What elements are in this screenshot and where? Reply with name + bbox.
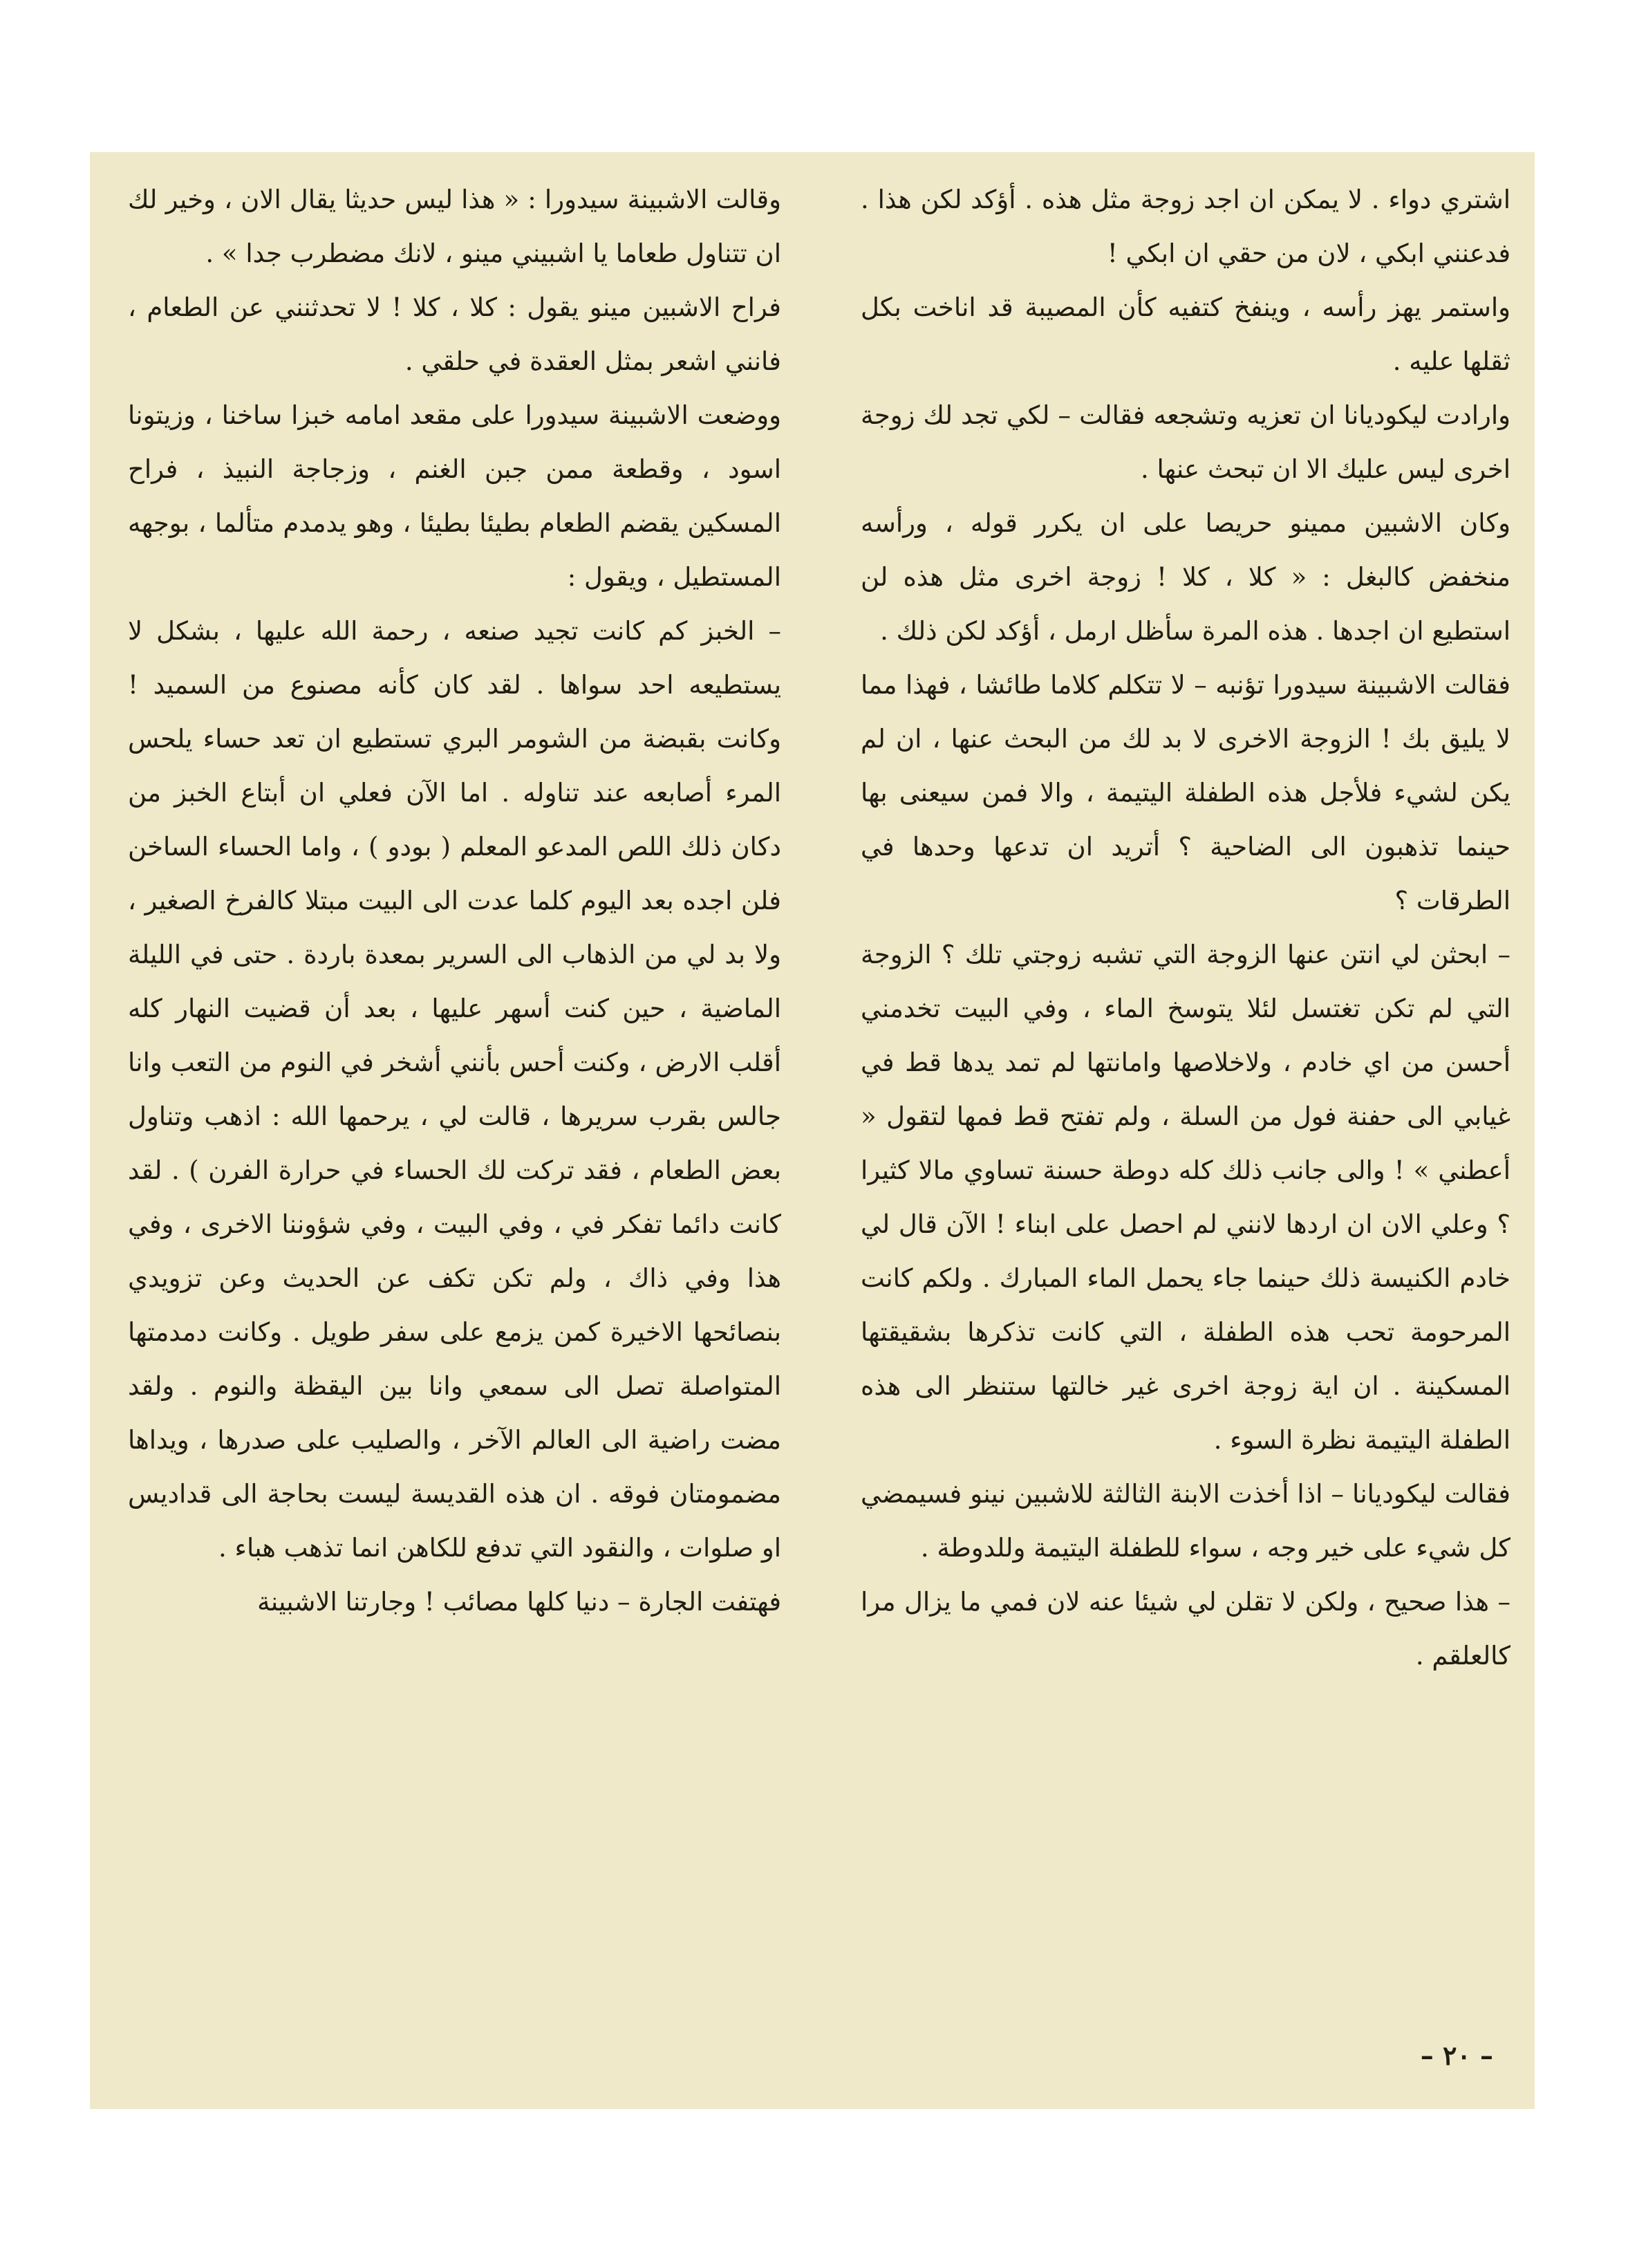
paragraph: – هذا صحيح ، ولكن لا تقلن لي شيئا عنه لان فمي ما يزال مرا كالعلقم . bbox=[861, 1587, 1510, 1671]
right-text-column bbox=[861, 173, 1510, 1683]
paragraph: وارادت ليكوديانا ان تعزيه وتشجعه فقالت – لكي تجد لك زوجة اخرى ليس عليك الا ان تبحث عنها . bbox=[861, 400, 1510, 484]
scanned-page bbox=[90, 152, 1535, 2109]
paragraph: فهتفت الجارة – دنيا كلها مصائب ! وجارتنا الاشبينة bbox=[257, 1587, 781, 1617]
paragraph: وقالت الاشبينة سيدورا : « هذا ليس حديثا يقال الان ، وخير لك ان تتناول طعاما يا اشبيني مينو ، لانك مضطرب جدا » . bbox=[128, 185, 781, 268]
paragraph: فقالت الاشبينة سيدورا تؤنبه – لا تتكلم كلاما طائشا ، فهذا مما لا يليق بك ! الزوجة الاخرى لا بد لك من البحث عنها ، ان لم يكن لشيء فلأجل هذه الطفلة اليتيمة ، والا فمن سيعنى بها حينما تذهبون الى الضاحية ؟ أتريد ان تدعها وحدها في الطرقات ؟ bbox=[861, 670, 1510, 915]
page-number: – ٢٠ – bbox=[1420, 2040, 1493, 2071]
paragraph: ووضعت الاشبينة سيدورا على مقعد امامه خبزا ساخنا ، وزيتونا اسود ، وقطعة ممن جبن الغنم ، وزجاجة النبيذ ، فراح المسكين يقضم الطعام بطيئا بطيئا ، وهو يدمدم متألما ، بوجهه المستطيل ، ويقول : bbox=[128, 400, 781, 592]
paragraph: اشتري دواء . لا يمكن ان اجد زوجة مثل هذه . أؤكد لكن هذا . فدعنني ابكي ، لان من حقي ان ابكي ! bbox=[861, 185, 1510, 268]
paragraph: فقالت ليكوديانا – اذا أخذت الابنة الثالثة للاشبين نينو فسيمضي كل شيء على خير وجه ، سواء للطفلة اليتيمة وللدوطة . bbox=[861, 1479, 1510, 1563]
paragraph: واستمر يهز رأسه ، وينفخ كتفيه كأن المصيبة قد اناخت بكل ثقلها عليه . bbox=[861, 292, 1510, 376]
paragraph: – الخبز كم كانت تجيد صنعه ، رحمة الله عليها ، بشكل لا يستطيعه احد سواها . لقد كان كأنه مصنوع من السميد ! وكانت بقبضة من الشومر البري تستطيع ان تعد حساء يلحس المرء أصابعه عند تناوله . اما الآن فعلي ان أبتاع الخبز من دكان ذلك اللص المدعو المعلم ( بودو ) ، واما الحساء الساخن فلن اجده بعد اليوم كلما عدت الى البيت مبتلا كالفرخ الصغير ، ولا بد لي من الذهاب الى السرير بمعدة باردة . حتى في الليلة الماضية ، حين كنت أسهر عليها ، بعد أن قضيت النهار كله أقلب الارض ، وكنت أحس بأنني أشخر في النوم من التعب وانا جالس بقرب سريرها ، قالت لي ، يرحمها الله : اذهب وتناول بعض الطعام ، فقد تركت لك الحساء في حرارة الفرن ) . لقد كانت دائما تفكر في ، وفي البيت ، وفي شؤوننا الاخرى ، وفي هذا وفي ذاك ، ولم تكن تكف عن الحديث وعن تزويدي بنصائحها الاخيرة كمن يزمع على سفر طويل . وكانت دمدمتها المتواصلة تصل الى سمعي وانا بين اليقظة والنوم . ولقد مضت راضية الى العالم الآخر ، والصليب على صدرها ، ويداها مضمومتان فوقه . ان هذه القديسة ليست بحاجة الى قداديس او صلوات ، والنقود التي تدفع للكاهن انما تذهب هباء . bbox=[128, 616, 781, 1563]
paragraph: وكان الاشبين ممينو حريصا على ان يكرر قوله ، ورأسه منخفض كالبغل : « كلا ، كلا ! زوجة اخرى مثل هذه لن استطيع ان اجدها . هذه المرة سأظل ارمل ، أؤكد لكن ذلك . bbox=[861, 508, 1510, 646]
paragraph: – ابحثن لي انتن عنها الزوجة التي تشبه زوجتي تلك ؟ الزوجة التي لم تكن تغتسل لئلا يتوسخ الماء ، وفي البيت تخدمني أحسن من اي خادم ، ولاخلاصها وامانتها لم تمد يدها قط في غيابي الى حفنة فول من السلة ، ولم تفتح قط فمها لتقول « أعطني » ! والى جانب ذلك كله دوطة حسنة تساوي مالا كثيرا ؟ وعلي الان ان اردها لانني لم احصل على ابناء ! الآن قال لي خادم الكنيسة ذلك حينما جاء يحمل الماء المبارك . ولكم كانت المرحومة تحب هذه الطفلة ، التي كانت تذكرها بشقيقتها المسكينة . ان اية زوجة اخرى غير خالتها ستنظر الى هذه الطفلة اليتيمة نظرة السوء . bbox=[861, 940, 1510, 1455]
left-text-column bbox=[128, 173, 781, 1629]
paragraph: فراح الاشبين مينو يقول : كلا ، كلا ! لا تحدثنني عن الطعام ، فانني اشعر بمثل العقدة في حلقي . bbox=[128, 292, 781, 376]
